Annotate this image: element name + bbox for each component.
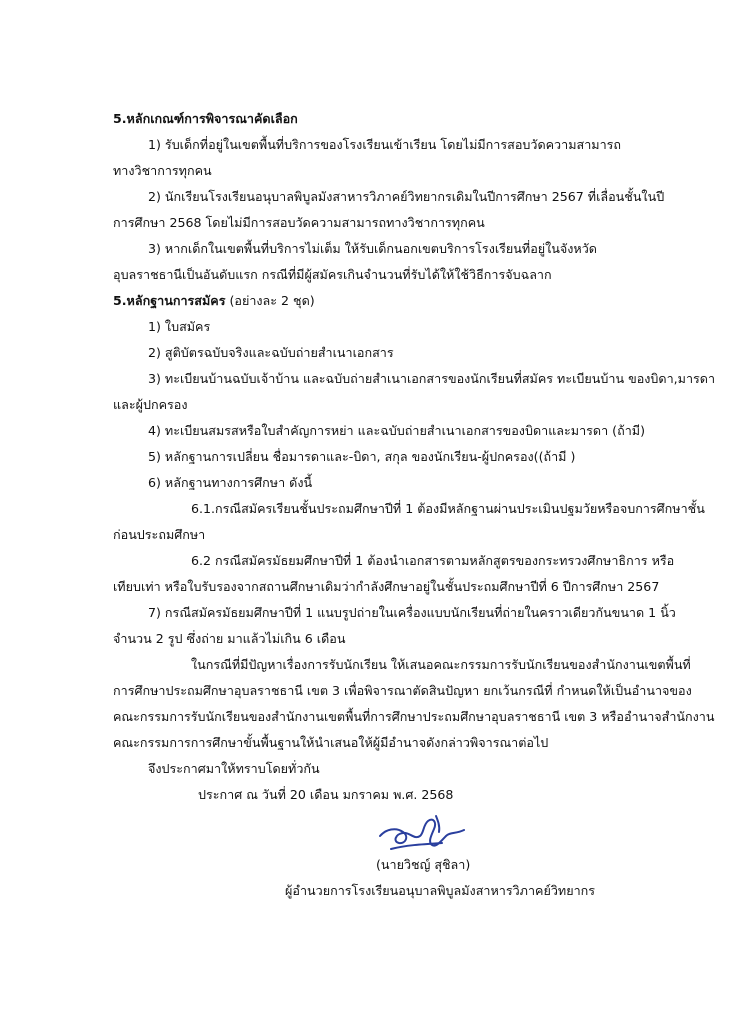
closing-paragraph-line-4: คณะกรรมการการศึกษาขั้นพื้นฐานให้นำเสนอให้ผู้มีอำนาจดังกล่าวพิจารณาต่อไป: [113, 735, 549, 750]
evidence-item-6-2-line-2: เทียบเท่า หรือใบรับรองจากสถานศึกษาเดิมว่ากำลังศึกษาอยู่ในชั้นประถมศึกษาปีที่ 6 ปีการศึกษา 2567: [113, 579, 660, 594]
evidence-item-1: 1) ใบสมัคร: [148, 319, 211, 334]
evidence-item-6-1-line-2: ก่อนประถมศึกษา: [113, 527, 206, 542]
closing-paragraph-line-3: คณะกรรมการรับนักเรียนของสำนักงานเขตพื้นที่การศึกษาประถมศึกษาอุบลราชธานี เขต 3 หรืออำนาจสำนักงาน: [113, 709, 715, 724]
criteria-item-1-line-1: 1) รับเด็กที่อยู่ในเขตพื้นที่บริการของโรงเรียนเข้าเรียน โดยไม่มีการสอบวัดความสามารถ: [148, 137, 622, 152]
evidence-heading-note: (อย่างละ 2 ชุด): [225, 293, 315, 308]
signatory-title: ผู้อำนวยการโรงเรียนอนุบาลพิบูลมังสาหารวิภาคย์วิทยากร: [285, 883, 596, 898]
signatory-name: (นายวิชญ์ สุชิลา): [376, 857, 471, 872]
criteria-heading: 5.หลักเกณฑ์การพิจารณาคัดเลือก: [113, 111, 298, 126]
closing-paragraph-line-2: การศึกษาประถมศึกษาอุบลราชธานี เขต 3 เพื่อพิจารณาตัดสินปัญหา ยกเว้นกรณีที่ กำหนดให้เป็นอำนาจของ: [113, 683, 692, 698]
evidence-item-6-1-line-1: 6.1.กรณีสมัครเรียนชั้นประถมศึกษาปีที่ 1 ต้องมีหลักฐานผ่านประเมินปฐมวัยหรือจบการศึกษาชั้น: [191, 501, 705, 516]
evidence-item-4: 4) ทะเบียนสมรสหรือใบสำคัญการหย่า และฉบับถ่ายสำเนาเอกสารของบิดาและมารดา (ถ้ามี): [148, 423, 646, 438]
evidence-item-2: 2) สูติบัตรฉบับจริงและฉบับถ่ายสำเนาเอกสาร: [148, 345, 394, 360]
evidence-item-3-line-2: และผู้ปกครอง: [113, 397, 188, 412]
criteria-item-2-line-1: 2) นักเรียนโรงเรียนอนุบาลพิบูลมังสาหารวิภาคย์วิทยากรเดิมในปีการศึกษา 2567 ที่เลื่อนชั้นในปี: [148, 189, 665, 204]
signature-strokes: [380, 816, 464, 849]
announcement-date: ประกาศ ณ วันที่ 20 เดือน มกราคม พ.ศ. 2568: [198, 787, 454, 802]
criteria-item-1-line-2: ทางวิชาการทุกคน: [113, 163, 212, 178]
evidence-heading: 5.หลักฐานการสมัคร: [113, 293, 226, 308]
announcement-line: จึงประกาศมาให้ทราบโดยทั่วกัน: [148, 761, 320, 776]
evidence-item-3-line-1: 3) ทะเบียนบ้านฉบับเจ้าบ้าน และฉบับถ่ายสำเนาเอกสารของนักเรียนที่สมัคร ทะเบียนบ้าน ของบิดา,มารดา: [148, 371, 716, 386]
closing-paragraph-line-1: ในกรณีที่มีปัญหาเรื่องการรับนักเรียน ให้เสนอคณะกรรมการรับนักเรียนของสำนักงานเขตพื้นที่: [191, 657, 691, 672]
evidence-heading-line: [113, 293, 315, 309]
signature-image: [376, 812, 468, 856]
evidence-item-7-line-2: จำนวน 2 รูป ซึ่งถ่าย มาแล้วไม่เกิน 6 เดือน: [113, 631, 346, 646]
criteria-item-3-line-2: อุบลราชธานีเป็นอันดับแรก กรณีที่มีผู้สมัครเกินจำนวนที่รับได้ให้ใช้วิธีการจับฉลาก: [113, 267, 552, 282]
criteria-item-3-line-1: 3) หากเด็กในเขตพื้นที่บริการไม่เต็ม ให้รับเด็กนอกเขตบริการโรงเรียนที่อยู่ในจังหวัด: [148, 241, 597, 256]
evidence-item-5: 5) หลักฐานการเปลี่ยน ชื่อมารดาและ-บิดา, สกุล ของนักเรียน-ผู้ปกครอง((ถ้ามี ): [148, 449, 576, 464]
evidence-item-6: 6) หลักฐานทางการศึกษา ดังนี้: [148, 475, 313, 490]
evidence-item-7-line-1: 7) กรณีสมัครมัธยมศึกษาปีที่ 1 แนบรูปถ่ายในเครื่องแบบนักเรียนที่ถ่ายในคราวเดียวกันขนาด 1 นิ้ว: [148, 605, 676, 620]
evidence-item-6-2-line-1: 6.2 กรณีสมัครมัธยมศึกษาปีที่ 1 ต้องนำเอกสารตามหลักสูตรของกระทรวงศึกษาธิการ หรือ: [191, 553, 675, 568]
criteria-item-2-line-2: การศึกษา 2568 โดยไม่มีการสอบวัดความสามารถทางวิชาการทุกคน: [113, 215, 485, 230]
